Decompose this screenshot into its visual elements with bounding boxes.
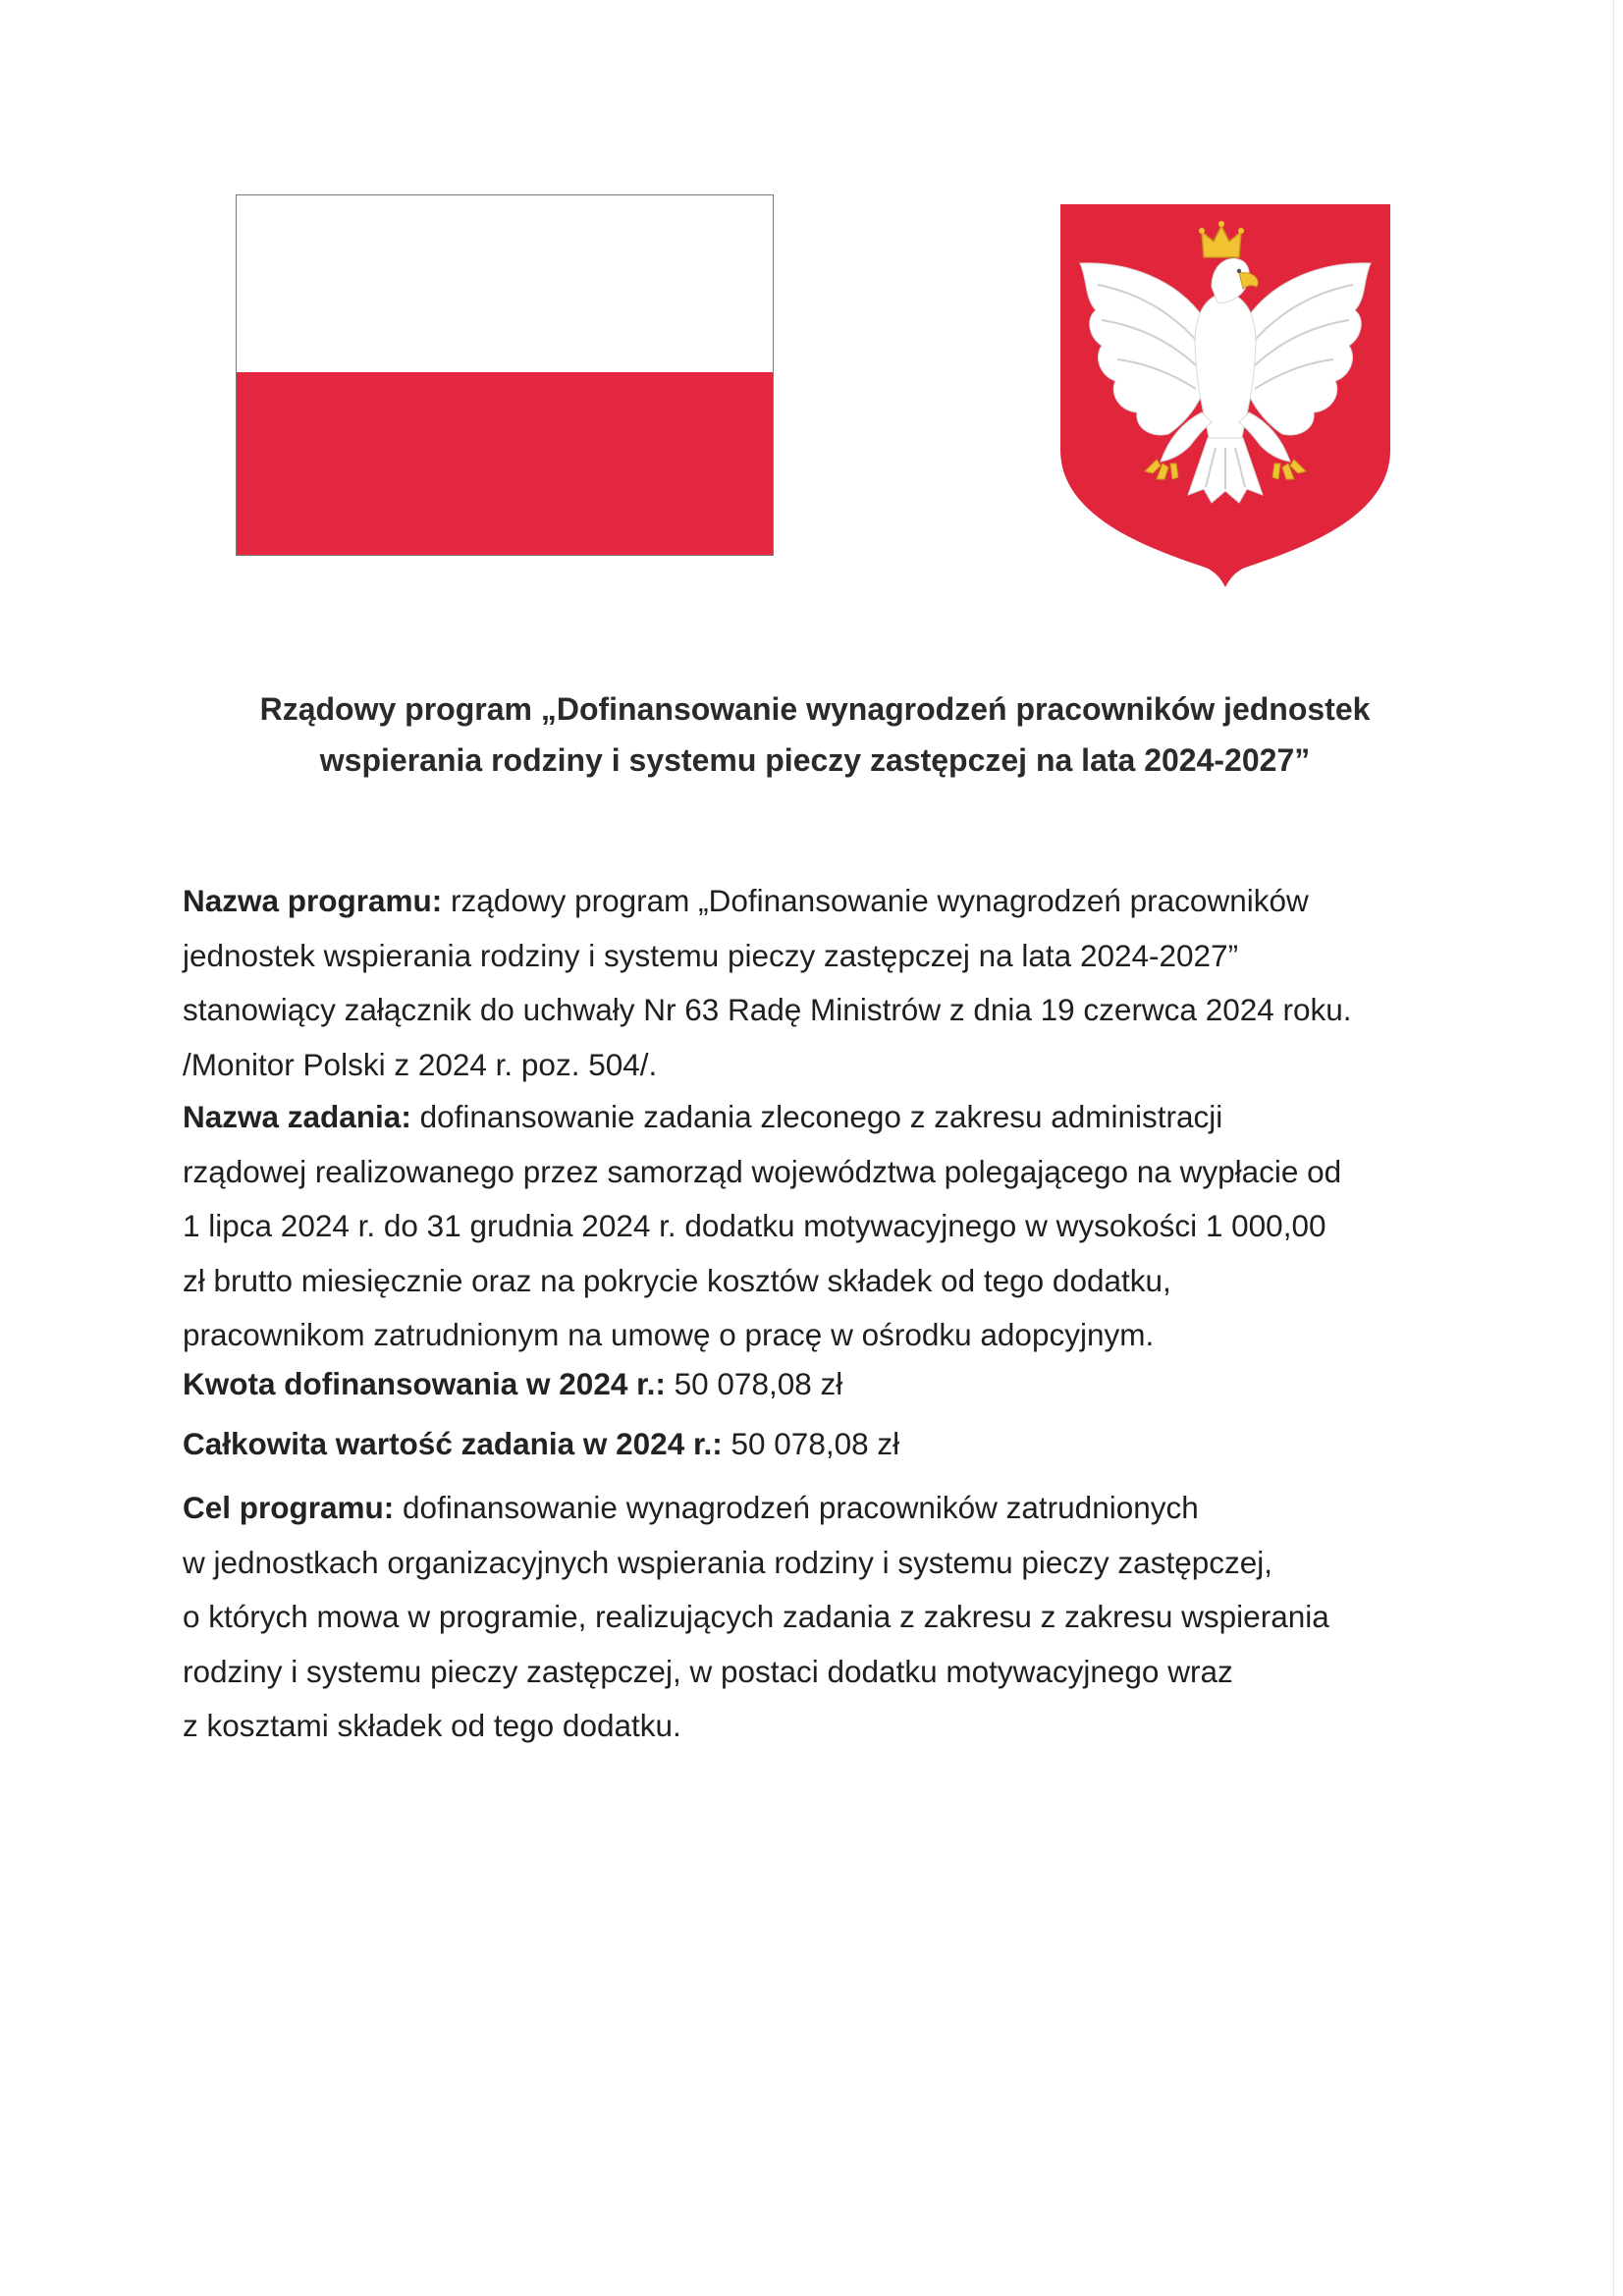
program-goal-text: dofinansowanie wynagrodzeń pracowników zatrudnionych bbox=[394, 1490, 1199, 1525]
program-name-label: Nazwa programu: bbox=[183, 883, 443, 918]
program-name-section bbox=[183, 874, 1479, 1092]
program-name-line: jednostek wspierania rodziny i systemu pieczy zastępczej na lata 2024-2027” bbox=[183, 937, 1239, 973]
funding-amount-label: Kwota dofinansowania w 2024 r.: bbox=[183, 1366, 666, 1401]
task-name-label: Nazwa zadania: bbox=[183, 1099, 411, 1134]
total-value-label: Całkowita wartość zadania w 2024 r.: bbox=[183, 1426, 723, 1461]
task-name-line: 1 lipca 2024 r. do 31 grudnia 2024 r. dodatku motywacyjnego w wysokości 1 000,00 bbox=[183, 1208, 1326, 1243]
task-name-line: rządowej realizowanego przez samorząd województwa polegającego na wypłacie od bbox=[183, 1153, 1342, 1189]
flag-red-stripe bbox=[237, 372, 773, 555]
task-name-text: dofinansowanie zadania zleconego z zakresu administracji bbox=[410, 1099, 1223, 1134]
task-name-line: pracownikom zatrudnionym na umowę o pracę w ośrodku adopcyjnym. bbox=[183, 1317, 1155, 1352]
flag-white-stripe bbox=[237, 195, 773, 373]
document-title-line-1: Rządowy program „Dofinansowanie wynagrodzeń pracowników jednostek bbox=[259, 691, 1371, 727]
total-value-section bbox=[183, 1417, 1479, 1472]
coat-of-arms-icon bbox=[1058, 202, 1392, 589]
program-name-line: stanowiący załącznik do uchwały Nr 63 Radę Ministrów z dnia 19 czerwca 2024 roku. bbox=[183, 992, 1352, 1027]
eye-icon bbox=[1237, 269, 1241, 273]
program-goal-section bbox=[183, 1481, 1479, 1754]
document-title-line-2: wspierania rodziny i systemu pieczy zastępczej na lata 2024-2027” bbox=[319, 742, 1311, 778]
total-value-line bbox=[183, 1417, 1479, 1472]
task-name-section bbox=[183, 1090, 1479, 1363]
program-goal-line: o których mowa w programie, realizujących zadania z zakresu z zakresu wspierania bbox=[183, 1599, 1329, 1634]
program-name-line bbox=[183, 874, 1479, 929]
funding-amount-section bbox=[183, 1357, 1479, 1412]
program-name-line: /Monitor Polski z 2024 r. poz. 504/. bbox=[183, 1046, 658, 1082]
task-name-line bbox=[183, 1090, 1479, 1145]
program-goal-line: w jednostkach organizacyjnych wspierania rodziny i systemu pieczy zastępczej, bbox=[183, 1544, 1273, 1580]
program-goal-line: rodziny i systemu pieczy zastępczej, w postaci dodatku motywacyjnego wraz bbox=[183, 1653, 1233, 1689]
program-goal-label: Cel programu: bbox=[183, 1490, 395, 1525]
funding-amount-line bbox=[183, 1357, 1479, 1412]
flag-of-poland bbox=[236, 194, 774, 556]
program-name-text: rządowy program „Dofinansowanie wynagrodzeń pracowników bbox=[442, 883, 1309, 918]
total-value-value: 50 078,08 zł bbox=[722, 1426, 900, 1461]
task-name-line: zł brutto miesięcznie oraz na pokrycie kosztów składek od tego dodatku, bbox=[183, 1262, 1171, 1298]
funding-amount-value: 50 078,08 zł bbox=[665, 1366, 843, 1401]
program-goal-line bbox=[183, 1481, 1479, 1536]
program-goal-line: z kosztami składek od tego dodatku. bbox=[183, 1708, 681, 1743]
scan-edge-line bbox=[1613, 0, 1614, 2296]
